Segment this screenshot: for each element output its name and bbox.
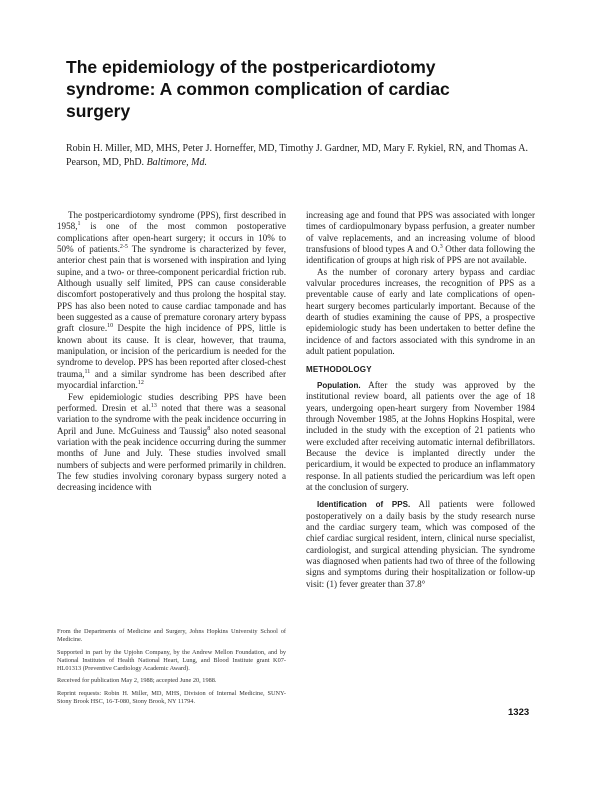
author-list xyxy=(66,142,536,170)
page-number: 1323 xyxy=(508,707,530,718)
author-names: Robin H. Miller, MD, MHS, Peter J. Horneffer, MD, Timothy J. Gardner, MD, Mary F. Rykiel, RN, and Thomas A. Pearson, MD, PhD. xyxy=(66,143,528,168)
section-heading-methodology: METHODOLOGY xyxy=(306,365,372,375)
right-column xyxy=(306,210,535,590)
left-column xyxy=(57,210,286,494)
paragraph-population: Population. After the study was approved by the institutional review board, all patients over the age of 18 years, undergoing open-heart surgery from November 1984 through November 1985, at the Johns Hopkins Hospital, were included in the study with the exception of 21 patients who were excluded after receiving automatic internal defibrillators. Because the device is implanted directly under the pericardium, it would be expected to produce an inflammatory response. In all patients studied the pericardium was left open at the conclusion of surgery. xyxy=(306,379,535,492)
runin-identification: Identification of PPS. xyxy=(317,500,411,510)
paragraph-continued: increasing age and found that PPS was associated with longer times of cardiopulmonary bypass perfusion, a greater number of valve replacements, and an increasing volume of blood transfusions of blood types A and O.$^3$ Other data following the identification of groups at high risk of PPS are not available. xyxy=(306,210,536,266)
article-title: The epidemiology of the postpericardiotomy syndrome: A common complication of cardiac surgery xyxy=(66,57,450,121)
footnotes xyxy=(57,628,286,710)
paragraph-rationale: As the number of coronary artery bypass and cardiac valvular procedures increases, the recognition of PPS as a preventable cause of early and late complications of open-heart surgery becomes particularly important. Because of the dearth of studies examining the cause of PPS, a prospective epidemiologic study has been undertaken to better define the incidence of and factors associated with this syndrome in an adult patient population. xyxy=(306,266,535,357)
author-location: Baltimore, Md. xyxy=(146,157,208,168)
footnote-affiliation: From the Departments of Medicine and Surgery, Johns Hopkins University School of Medicine. xyxy=(57,628,286,644)
paragraph-prior-studies: Few epidemiologic studies describing PPS have been performed. Dresin et al.$^{13}$ noted that there was a seasonal variation to the syndrome with the peak incidence occurring in April and June. McGuiness and Taussig$^8$ also noted seasonal variation with the peak incidence occurring during the summer months of June and July. These studies involved small numbers of subjects and were performed primarily in children. The few studies involving coronary bypass surgery noted a decreasing incidence with xyxy=(57,391,286,493)
footnote-received: Received for publication May 2, 1988; accepted June 20, 1988. xyxy=(57,677,217,685)
footnote-reprints: Reprint requests: Robin H. Miller, MD, MHS, Division of Internal Medicine, SUNY-Stony Brook HSC, 16-T-080, Stony Brook, NY 11794. xyxy=(57,689,286,706)
paragraph-identification: Identification of PPS. All patients were followed postoperatively on a daily basis by the study research nurse and the cardiac surgery team, which was composed of the chief cardiac surgical resident, intern, clinical nurse specialist, cardiologist, and surgical attending physician. The syndrome was diagnosed when patients had two of three of the following signs and symptoms during their hospitalization or follow-up visit: (1) fever greater than 37.8° xyxy=(306,499,535,589)
paragraph-intro: The postpericardiotomy syndrome (PPS), first described in 1958,$^1$ is one of the most common postoperative complications after open-heart surgery; it occurs in 10% to 50% of patients.$^{2-5}$ The syndrome is characterized by fever, anterior chest pain that is worsened with inspiration and lying supine, and a two- or three-component pericardial friction rub. Although usually self limited, PPS can cause considerable discomfort postoperatively and thus prolong the hospital stay. PPS has also been noted to cause cardiac tamponade and has been suggested as a cause of premature coronary artery bypass graft closure.$^{10}$ Despite the high incidence of PPS, little is known about its cause. It is clear, however, that trauma, manipulation, or incision of the pericardium is needed for the syndrome to develop. PPS has been reported after closed-chest trauma,$^{11}$ and a similar syndrome has been described after myocardial infarction.$^{12}$ xyxy=(57,210,286,391)
runin-population: Population. xyxy=(317,380,361,390)
footnote-support: Supported in part by the Upjohn Company, by the Andrew Mellon Foundation, and by National Institutes of Health National Heart, Lung, and Blood Institute grant K07-HL01313 (Preventive Cardiology Academic Award). xyxy=(57,648,286,673)
